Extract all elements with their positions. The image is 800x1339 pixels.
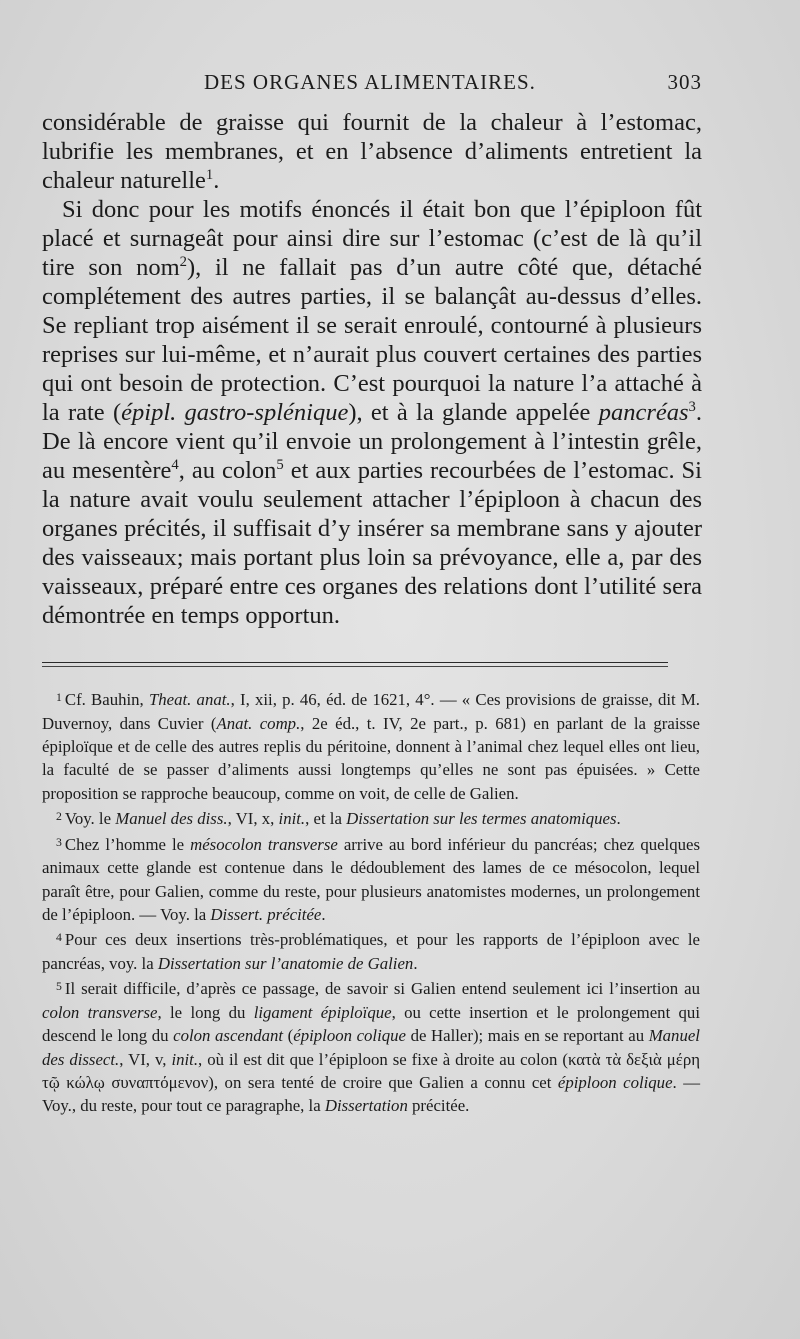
footnote-4	[42, 926, 700, 975]
paragraph-2	[42, 195, 702, 630]
text-run: et aux parties recourbées de l’estomac. Si la nature avait voulu seulement attacher l’épiploon à chacun des organes précités, il suffisait d’y insérer sa membrane sans y ajouter des vaisseaux; mais portant plus loin sa prévoyance, elle a, par des vaisseaux, préparé entre ces organes des relations dont l’utilité sera démontrée en temps opportun.	[42, 457, 702, 629]
italic-term: épiploon colique	[557, 1073, 673, 1093]
text-run: , I, xii, p. 46, éd. de 1621, 4°. — « Ces provisions de graisse, dit M. Duvernoy, dans Cuvier (	[42, 690, 700, 733]
italic-term: colon transverse	[42, 1002, 158, 1022]
page-header	[42, 70, 702, 98]
main-text	[42, 108, 702, 630]
text-run: ), et à la glande appelée	[348, 399, 599, 426]
italic-term: mésocolon transverse	[190, 834, 338, 854]
footnote-rule	[42, 662, 668, 663]
text-run: , 2e éd., t. IV, 2e part., p. 681) en parlant de la graisse épiploïque et de celle des autres replis du péritoine, donnent à l’animal chez lequel elles ont lieu, la faculté de se passer d’aliments aussi longtemps qu’elles ne sont pas épuisées. » Cette proposition se rapproche beaucoup, comme on voit, de celle de Galien.	[42, 713, 700, 803]
note-ref: 1	[205, 166, 214, 183]
footnote-2	[42, 805, 700, 831]
text-run: .	[413, 953, 418, 973]
footnote-3	[42, 831, 700, 927]
italic-term: Dissertation sur l’anatomie de Galien	[157, 953, 414, 973]
italic-term: épipl. gastro-splénique	[121, 399, 349, 426]
italic-term: ligament épiploïque	[253, 1002, 392, 1022]
footnote-1	[42, 686, 700, 805]
text-run: , où il est dit que l’épiploon se fixe à droite au colon (κατὰ τὰ δεξιὰ μέρη τῷ κώλῳ συναπτόμενον), on sera tenté de croire que Galien a connu cet	[42, 1049, 700, 1093]
footnote-number: 3	[56, 835, 62, 849]
note-ref: 2	[179, 253, 187, 270]
text-run: considérable de graisse qui fournit de la chaleur à l’estomac, lubrifie les membranes, et en l’absence d’aliments entretient la chaleur naturelle	[42, 109, 702, 194]
italic-term: Dissertation	[324, 1096, 408, 1116]
footnotes	[42, 686, 700, 1118]
text-run: Voy. le	[64, 809, 116, 829]
text-run: , le long du	[157, 1002, 254, 1022]
text-run: . De là encore vient qu’il envoie un prolongement à l’intestin grêle, au mesentère	[42, 399, 702, 484]
footnote-number: 1	[56, 691, 62, 704]
text-run: arrive au bord inférieur du pancréas; chez quelques animaux cette glande est contenue dans le dédoublement des lames de ce mésocolon, lequel paraît être, pour Galien, comme du reste, pour plusieurs anatomistes modernes, un prolongement de l’épiploon. — Voy. la	[42, 834, 700, 924]
footnote-number: 5	[56, 980, 62, 994]
italic-term: init.	[278, 809, 306, 829]
italic-term: Anat. comp.	[216, 713, 301, 733]
text-run: , au colon	[178, 457, 277, 484]
text-run: de Haller); mais en se reportant au	[405, 1026, 649, 1046]
italic-term: Dissertation sur les termes anatomiques	[346, 809, 617, 829]
text-run: précitée.	[407, 1096, 470, 1116]
italic-term: épiploon colique	[293, 1026, 406, 1046]
italic-term: pancréas	[598, 399, 689, 426]
footnote-number: 4	[56, 931, 62, 945]
text-run: Il serait difficile, d’après ce passage, de savoir si Galien entend seulement ici l’insertion au	[64, 979, 700, 999]
text-run: , ou cette insertion et le prolongement qui descend le long du	[42, 1002, 700, 1046]
text-run: .	[321, 904, 326, 924]
footnote-5	[42, 975, 700, 1118]
text-run: Pour ces deux insertions très-problématiques, et pour les rapports de l’épiploon avec le pancréas, voy. la	[42, 930, 700, 973]
italic-term: Manuel des diss.	[115, 809, 228, 829]
page-number: 303	[667, 70, 702, 94]
text-run: ), il ne fallait pas d’un autre côté que, détaché complétement des autres parties, il se balançât au-dessus d’elles. Se repliant trop aisément il se serait enroulé, contourné à plusieurs reprises sur lui-même, et n’aurait plus couvert certaines des parties qui ont besoin de protection. C’est pourquoi la nature l’a attaché à la rate (	[42, 254, 702, 426]
footnote-number: 2	[56, 810, 62, 824]
text-run: , et la	[305, 809, 347, 829]
text-run: .	[616, 809, 621, 829]
text-run: , VI, x,	[227, 809, 279, 829]
italic-term: Manuel des dissect.	[42, 1026, 700, 1069]
note-ref: 5	[276, 456, 284, 473]
running-title: DES ORGANES ALIMENTAIRES.	[204, 70, 536, 94]
text-run: Chez l’homme le	[64, 834, 191, 854]
note-ref: 4	[171, 456, 179, 473]
text-run: .	[213, 167, 220, 194]
italic-term: init.	[171, 1049, 199, 1069]
text-run: , VI, v,	[119, 1049, 172, 1069]
footnote-rule-thin	[42, 666, 668, 667]
paragraph-1	[42, 108, 702, 195]
text-run: Cf. Bauhin,	[64, 690, 149, 710]
text-run: Si donc pour les motifs énoncés il était bon que l’épiploon fût placé et surnageât pour ainsi dire sur l’estomac (c’est de là qu’il tire son nom	[42, 196, 702, 281]
italic-term: Theat. anat.	[148, 690, 231, 710]
italic-term: colon ascendant	[173, 1026, 284, 1046]
text-run: . — Voy., du reste, pour tout ce paragraphe, la	[42, 1073, 701, 1116]
text-run: (	[283, 1026, 294, 1046]
note-ref: 3	[688, 398, 696, 415]
italic-term: Dissert. précitée	[210, 904, 322, 924]
